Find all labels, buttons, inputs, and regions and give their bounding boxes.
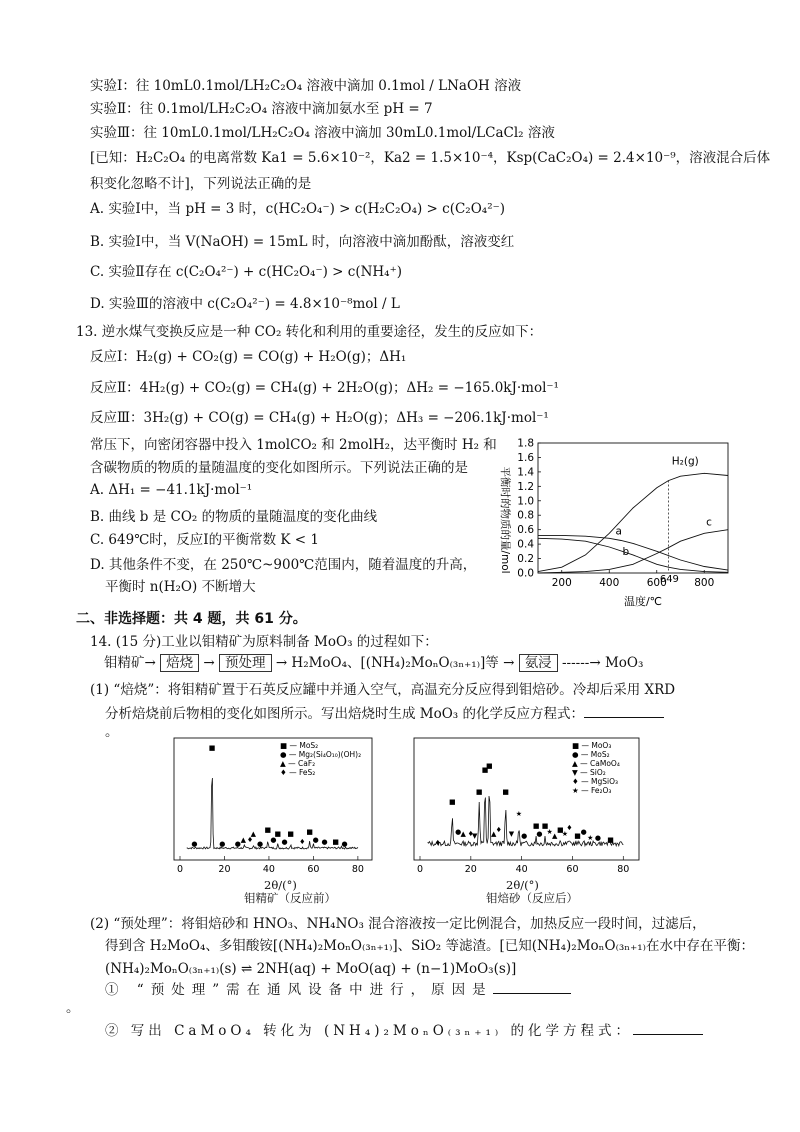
xrd-peak-marker: ■ — [607, 836, 614, 844]
q14-part1-b-text: 分析焙烧前后物相的变化如图所示。写出焙烧时生成 MoO₃ 的化学反应方程式： — [105, 706, 585, 722]
xrd-peak-marker: ● — [455, 828, 462, 836]
exp-3: 实验Ⅲ：往 10mL0.1mol/LH₂C₂O₄ 溶液中滴加 30mL0.1mol/LCaCl₂ 溶液 — [90, 125, 555, 141]
q14-sub2 — [105, 1020, 703, 1041]
flow-step-roast: 焙烧 — [160, 654, 199, 672]
xrd-peak-marker: ♦ — [467, 830, 474, 838]
xrd-peak-marker: ● — [256, 840, 264, 848]
chart-xlabel: 温度/℃ — [623, 595, 663, 608]
xrd-before-xlabel: 2θ/(°) — [264, 878, 297, 892]
xrd-peak-marker: ■ — [306, 828, 313, 836]
q14-stem: 14. (15 分)工业以钼精矿为原料制备 MoO₃ 的过程如下： — [90, 634, 438, 650]
series-label: b — [622, 545, 630, 558]
xrd-after-caption: 钼焙砂（反应后） — [486, 891, 578, 905]
xrd-peak-marker: ● — [191, 840, 198, 848]
y-tick-label: 0.4 — [517, 538, 534, 551]
xrd-peak-marker: ■ — [332, 838, 339, 846]
xrd-peak-marker: ★ — [515, 810, 522, 818]
x-tick-label: 800 — [694, 577, 715, 589]
xrd-peak-marker: ■ — [541, 822, 549, 830]
q14-sub1-text: ① “预处理”需在通风设备中进行，原因是 — [105, 982, 493, 998]
y-tick-label: 0.2 — [517, 553, 534, 566]
legend-entry: ▼ — SiO₂ — [572, 768, 606, 777]
y-tick-label: 0.0 — [517, 567, 534, 580]
legend-entry: ▲ — CaF₂ — [280, 759, 316, 768]
q14-sub2-text: ② 写出 CaMoO₄ 转化为 (NH₄)₂MoₙO₍₃ₙ₊₁₎ 的化学方程式： — [105, 1023, 633, 1039]
xrd-peak-marker: ★ — [546, 828, 553, 836]
legend-entry: ♦ — MgSiO₃ — [572, 777, 618, 786]
xrd-peak-marker: ♦ — [495, 826, 502, 834]
series-label: c — [706, 516, 712, 529]
series-label: H₂(g) — [671, 455, 699, 468]
flow-mid: → H₂MoO₄、[(NH₄)₂MoₙO₍₃ₙ₊₁₎]等 → — [275, 655, 515, 671]
y-tick-label: 1.2 — [517, 480, 534, 493]
xrd-peak-marker: ■ — [486, 762, 493, 770]
legend-entry: ● — MoS₂ — [572, 750, 610, 759]
flow-end: MoO₃ — [604, 655, 644, 671]
flow-step-pretreat: 预处理 — [219, 654, 272, 672]
y-tick-label: 0.8 — [517, 509, 534, 522]
q13-stem: 13. 逆水煤气变换反应是一种 CO₂ 转化和利用的重要途径，发生的反应如下： — [76, 324, 543, 340]
q13-option-a: A. ΔH₁ = −41.1kJ·mol⁻¹ — [90, 482, 253, 498]
chart-ylabel: 平衡时的物质的量/mol — [499, 466, 511, 574]
legend-entry: ■ — MoS₂ — [280, 741, 319, 750]
xrd-peak-marker: ★ — [587, 834, 594, 842]
xrd-peak-marker: ● — [219, 840, 226, 848]
option-b: B. 实验Ⅰ中，当 V(NaOH) = 15mL 时，向溶液中滴加酚酞，溶液变红 — [90, 234, 515, 250]
xrd-peak-marker: ▼ — [471, 832, 478, 840]
xrd-peak-marker: ▼ — [508, 830, 515, 838]
xrd-peak-marker: ■ — [287, 830, 295, 838]
q13-option-d2: 平衡时 n(H₂O) 不断增大 — [105, 579, 256, 595]
xrd-peak-marker: ● — [536, 830, 543, 838]
y-tick-label: 1.6 — [517, 451, 534, 464]
xrd-peak-marker: ■ — [208, 744, 216, 752]
xrd-peak-marker: ● — [270, 836, 277, 844]
xrd-peak-marker: ★ — [561, 830, 568, 838]
exp-2: 实验Ⅱ：往 0.1mol/LH₂C₂O₄ 溶液中滴加氨水至 pH = 7 — [90, 101, 433, 117]
y-tick-label: 1.4 — [517, 466, 534, 479]
q13-option-c: C. 649℃时，反应Ⅰ的平衡常数 K < 1 — [90, 532, 319, 548]
process-flow — [104, 653, 643, 673]
option-d: D. 实验Ⅲ的溶液中 c(C₂O₄²⁻) = 4.8×10⁻⁸mol / L — [90, 296, 400, 312]
reaction-1: 反应Ⅰ：H₂(g) + CO₂(g) = CO(g) + H₂O(g)；ΔH₁ — [90, 349, 407, 365]
q14-part2-a: (2) “预处理”：将钼焙砂和 HNO₃、NH₄NO₃ 混合溶液按一定比例混合，加热反应一段时间，过滤后， — [90, 916, 706, 932]
xrd-peak-marker: ● — [281, 838, 288, 846]
exp-1: 实验Ⅰ：往 10mL0.1mol/LH₂C₂O₄ 溶液中滴加 0.1mol / LNaOH 溶液 — [90, 78, 522, 94]
xrd-peak-marker: ● — [594, 834, 601, 842]
reaction-3: 反应Ⅲ：3H₂(g) + CO(g) = CH₄(g) + H₂O(g)；ΔH₃ = −206.1kJ·mol⁻¹ — [90, 410, 549, 426]
q14-part1-c: 。 — [105, 724, 119, 740]
y-tick-label: 0.6 — [517, 524, 534, 537]
x-tick-label: 600 — [646, 577, 667, 589]
option-a: A. 实验Ⅰ中，当 pH = 3 时，c(HC₂O₄⁻) > c(H₂C₂O₄) > c(C₂O₄²⁻) — [90, 201, 505, 217]
q13-para1: 常压下，向密闭容器中投入 1molCO₂ 和 2molH₂，达平衡时 H₂ 和 — [90, 437, 497, 453]
xrd-peak-marker: ■ — [481, 766, 489, 774]
xrd-peak-marker: ● — [312, 836, 319, 844]
answer-blank-2[interactable] — [493, 979, 571, 994]
xrd-peak-marker: ■ — [502, 788, 509, 796]
x-tick-label: 20 — [464, 864, 477, 875]
xrd-peak-marker: ▲ — [551, 832, 558, 840]
x-tick-label: 60 — [307, 864, 320, 875]
reaction-2: 反应Ⅱ：4H₂(g) + CO₂(g) = CH₄(g) + 2H₂O(g)；ΔH₂ = −165.0kJ·mol⁻¹ — [90, 380, 559, 396]
legend-entry: ● — Mg₂(Si₄O₁₀)(OH)₂ — [280, 750, 362, 759]
equilibrium-chart — [488, 435, 744, 610]
q14-part1-b — [105, 703, 664, 724]
series-line-H₂(g) — [538, 473, 728, 571]
known-line1: [已知：H₂C₂O₄ 的电离常数 Ka1 = 5.6×10⁻²，Ka2 = 1.5×10⁻⁴，Ksp(CaC₂O₄) = 2.4×10⁻⁹，溶液混合后体 — [90, 150, 771, 166]
xrd-peak-marker: ♦ — [299, 838, 306, 846]
answer-blank-3[interactable] — [633, 1020, 703, 1035]
known-line2: 积变化忽略不计]，下列说法正确的是 — [90, 176, 312, 192]
xrd-peak-marker: ▲ — [250, 830, 257, 838]
y-tick-label: 1.0 — [517, 495, 534, 508]
xrd-peak-marker: ● — [521, 832, 528, 840]
marker-649-label: 649 — [659, 574, 679, 585]
xrd-peak-marker: ● — [321, 838, 328, 846]
xrd-peak-marker: ▲ — [460, 830, 466, 838]
answer-blank-1[interactable] — [584, 703, 664, 718]
x-tick-label: 400 — [599, 577, 620, 589]
y-tick-label: 1.8 — [517, 437, 534, 450]
x-tick-label: 0 — [176, 864, 184, 875]
x-tick-label: 40 — [262, 864, 275, 875]
xrd-before-caption: 钼精矿（反应前） — [244, 891, 336, 905]
arrow-icon: → — [203, 655, 215, 671]
xrd-peak-marker: ● — [341, 840, 348, 848]
x-tick-label: 20 — [218, 864, 231, 875]
x-tick-label: 0 — [416, 864, 424, 875]
legend-entry: ★ — Fe₂O₃ — [572, 786, 612, 795]
x-tick-label: 80 — [617, 864, 630, 875]
option-c: C. 实验Ⅱ存在 c(C₂O₄²⁻) + c(HC₂O₄⁻) > c(NH₄⁺) — [90, 264, 402, 280]
xrd-peak-marker: ■ — [556, 826, 564, 834]
q14-sub1 — [105, 979, 571, 1000]
x-tick-label: 40 — [515, 864, 528, 875]
xrd-peak-marker: ■ — [264, 826, 272, 834]
xrd-peak-marker: ● — [234, 840, 241, 848]
q14-sub1-end: 。 — [66, 1000, 80, 1016]
q14-part2-b: 得到含 H₂MoO₄、多钼酸铵[(NH₄)₂MoₙO₍₃ₙ₊₁₎]、SiO₂ 等滤渣。[已知(NH₄)₂MoₙO₍₃ₙ₊₁₎在水中存在平衡： — [105, 938, 754, 954]
xrd-chart-before — [172, 736, 377, 876]
xrd-peak-marker: ■ — [475, 788, 483, 796]
x-tick-label: 80 — [351, 864, 364, 875]
xrd-peak-marker: ♦ — [246, 836, 254, 844]
flow-step-ammonia: 氨浸 — [519, 654, 558, 672]
xrd-peak-marker: ■ — [532, 822, 540, 830]
xrd-chart-after — [412, 736, 644, 876]
xrd-peak-marker: ● — [580, 828, 587, 836]
q14-part1-a: (1) “焙烧”：将钼精矿置于石英反应罐中并通入空气，高温充分反应得到钼焙砂。冷却后采用 XRD — [90, 682, 676, 698]
xrd-after-xlabel: 2θ/(°) — [506, 878, 539, 892]
flow-start: 钼精矿→ — [104, 655, 156, 671]
q13-option-d1: D. 其他条件不变，在 250℃~900℃范围内，随着温度的升高， — [90, 557, 477, 573]
xrd-peak-marker: ▲ — [490, 830, 497, 838]
series-label: a — [615, 525, 622, 538]
xrd-peak-marker: ■ — [574, 832, 581, 840]
legend-entry: ▲ — CaMoO₄ — [572, 759, 620, 768]
section-title: 二、非选择题：共 4 题，共 61 分。 — [76, 611, 307, 627]
q14-part2-c: (NH₄)₂MoₙO₍₃ₙ₊₁₎(s) ⇌ 2NH(aq) + MoO(aq) + (n−1)MoO₃(s)] — [105, 961, 517, 977]
xrd-peak-marker: ■ — [274, 830, 282, 838]
q13-option-b: B. 曲线 b 是 CO₂ 的物质的量随温度的变化曲线 — [90, 509, 378, 525]
xrd-peak-marker: ■ — [448, 798, 456, 806]
xrd-peak-marker: ♦ — [434, 839, 441, 847]
xrd-peak-marker: ♦ — [566, 824, 573, 832]
dashed-arrow-icon: ------→ — [561, 655, 601, 671]
xrd-peak-marker: ▲ — [240, 836, 247, 844]
legend-entry: ■ — MoO₃ — [572, 741, 612, 750]
series-line-c — [538, 530, 728, 573]
x-tick-label: 60 — [566, 864, 579, 875]
q13-para2: 含碳物质的物质的量随温度的变化如图所示。下列说法正确的是 — [90, 460, 468, 476]
x-tick-label: 200 — [551, 577, 572, 589]
legend-entry: ♦ — FeS₂ — [280, 768, 316, 777]
